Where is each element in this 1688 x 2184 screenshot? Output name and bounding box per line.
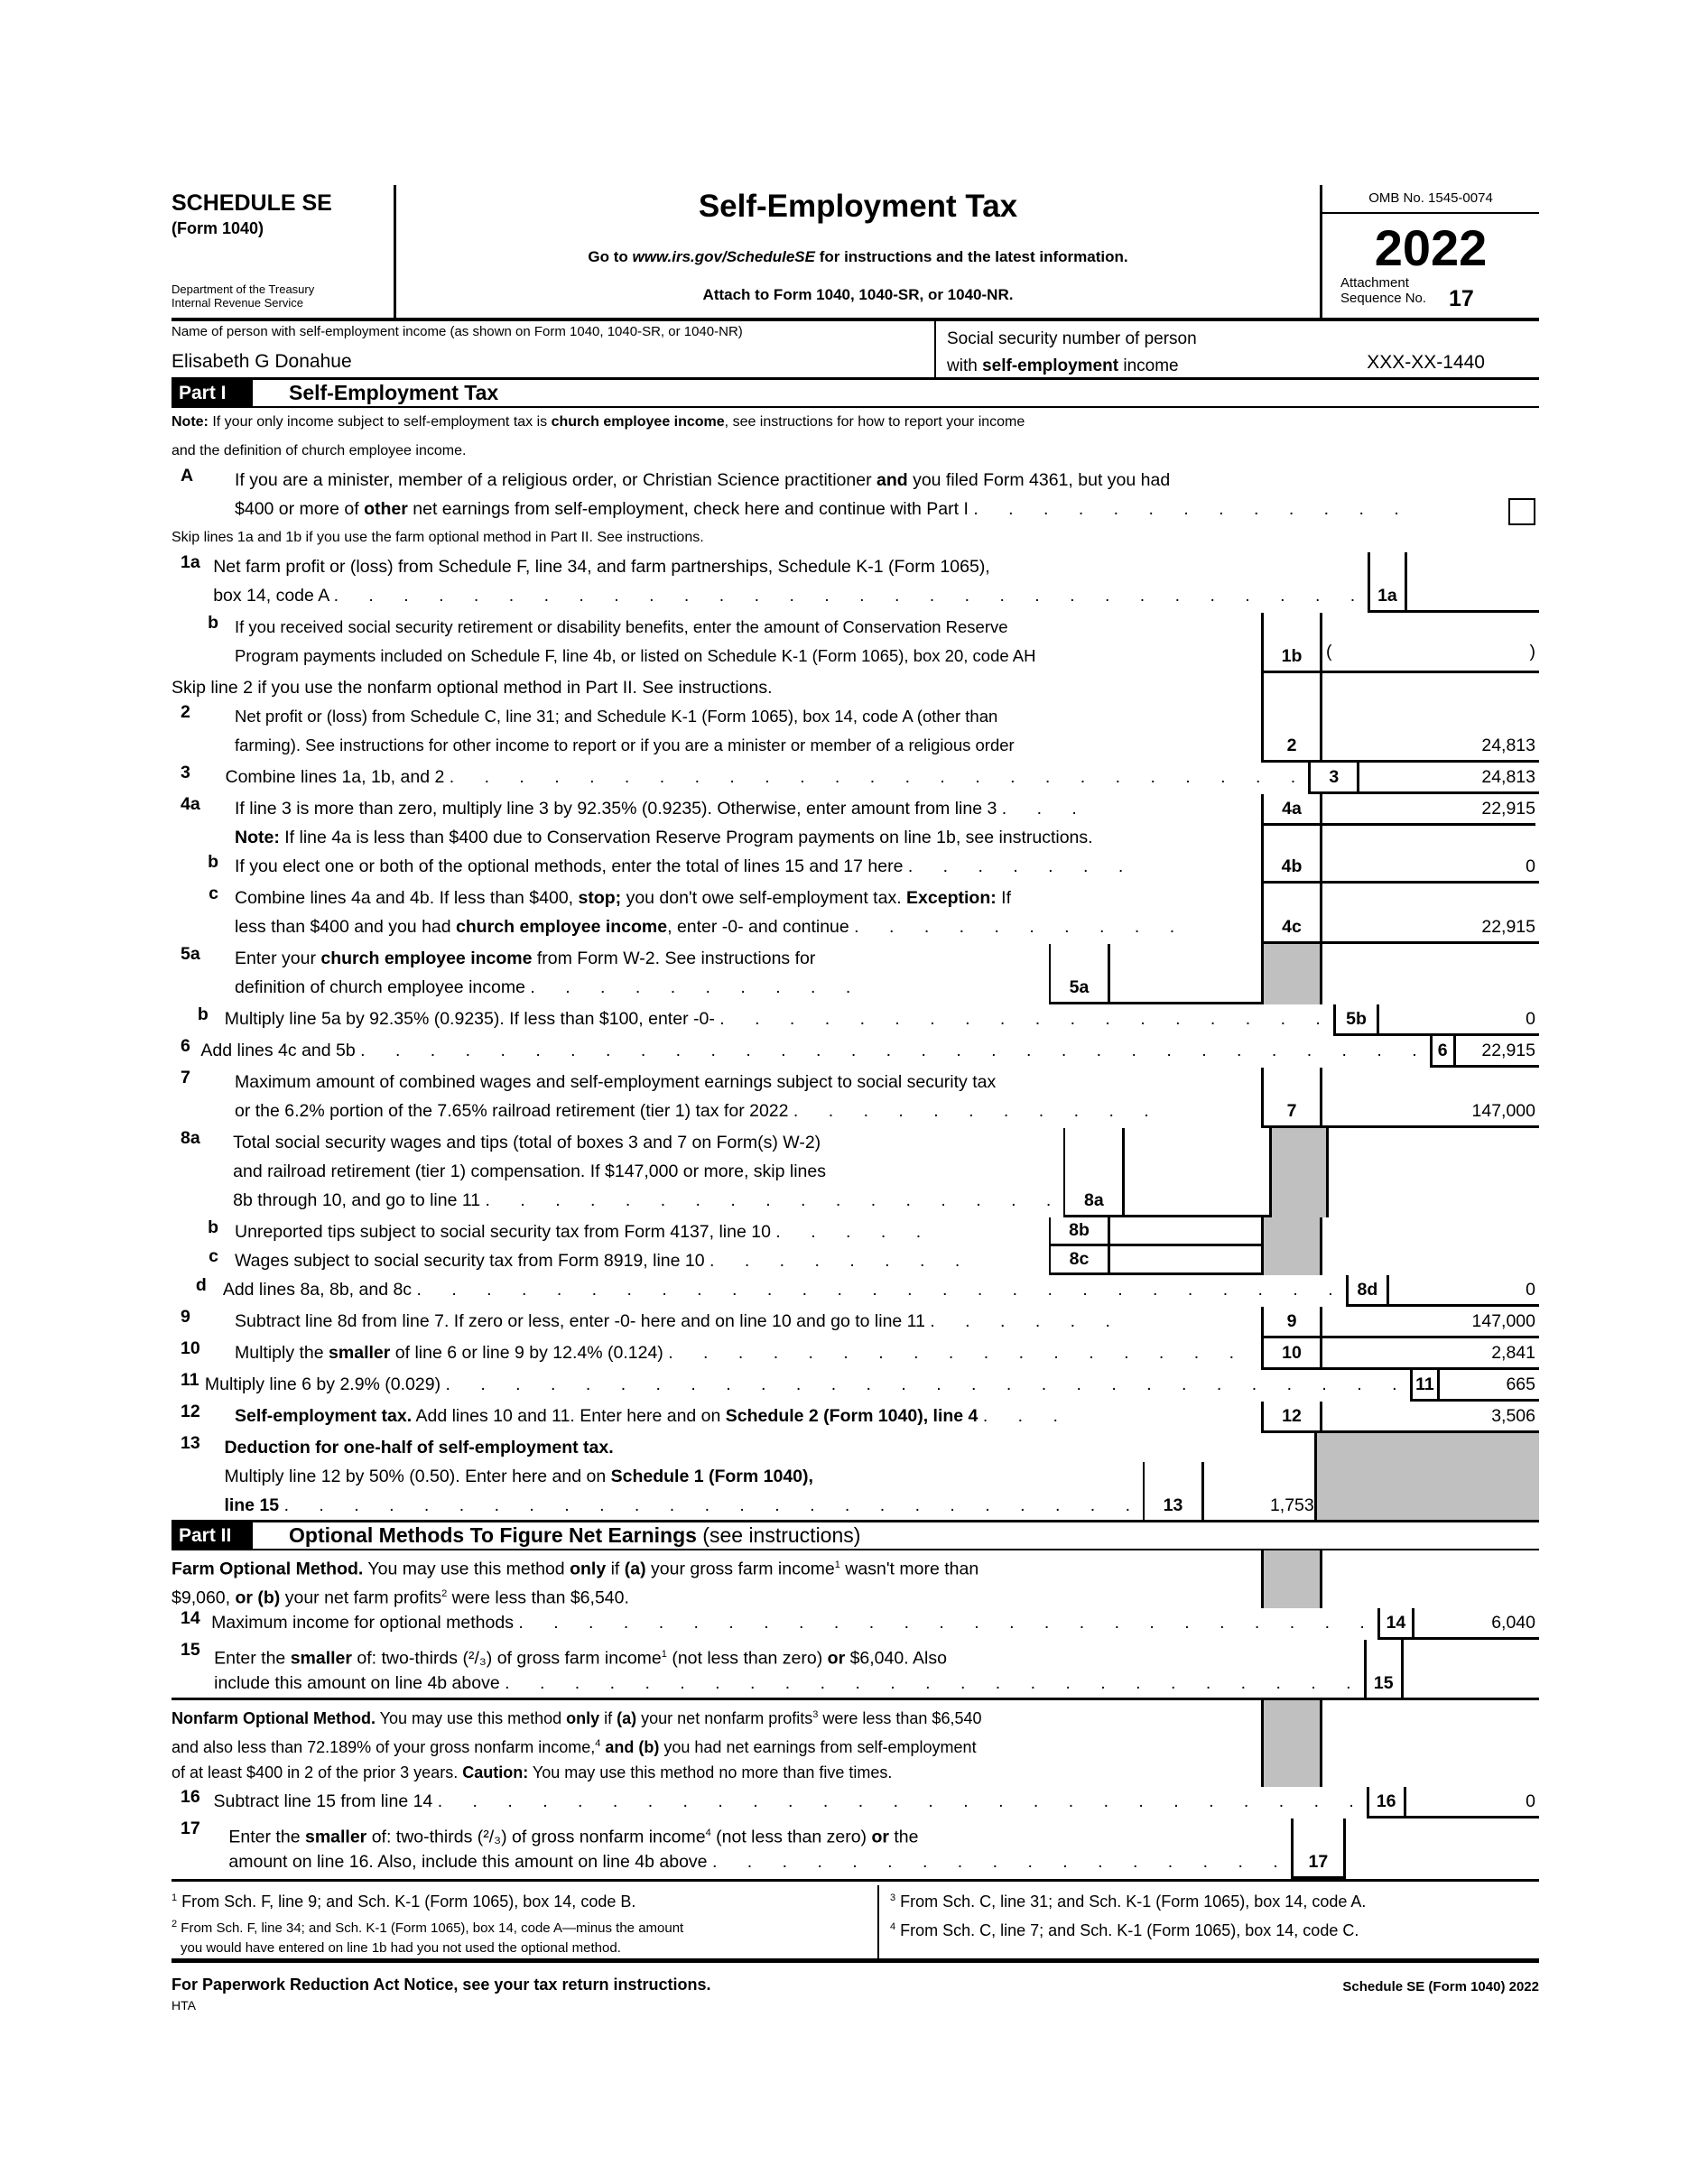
line-5a-amount[interactable]: [1110, 944, 1261, 1002]
form-number: (Form 1040): [172, 219, 264, 237]
line-8b-amount[interactable]: [1110, 1217, 1261, 1244]
part-1-tag: Part I: [172, 380, 253, 406]
line-4a-amount[interactable]: 22,915: [1322, 794, 1535, 826]
part-1-title: Self-Employment Tax: [289, 381, 499, 404]
line-4c: c Combine lines 4a and 4b. If less than $400, stop; you don't owe self-employment tax. Exception: If less than $400 and you had church employee income, enter -0- and continue . . . . . . . . . . 4c 22,915: [172, 884, 1539, 944]
part-1-note: Note: If your only income subject to self-employment tax is church employee income, see instructions for how to report your income and the definition of church employee income.: [172, 414, 1025, 458]
line-8c: c Wages subject to social security tax from Form 8919, line 10 . . . . . . . . 8c: [172, 1246, 1539, 1275]
line-1a-amount[interactable]: [1407, 552, 1539, 613]
line-7-amount[interactable]: 147,000: [1322, 1068, 1539, 1128]
irs-url[interactable]: www.irs.gov/ScheduleSE: [632, 248, 815, 265]
part-2-header: [172, 1522, 1539, 1550]
line-5a: 5a Enter your church employee income from Form W-2. See instructions for definition of church employee income . . . . . . . . . . 5a: [172, 944, 1539, 1004]
line-8c-amount[interactable]: [1110, 1246, 1261, 1272]
form-header: [172, 185, 1539, 321]
line-17-amount[interactable]: [1346, 1818, 1539, 1879]
line-12-amount[interactable]: 3,506: [1322, 1402, 1539, 1433]
farm-optional-method: Farm Optional Method. You may use this method only if (a) your gross farm income$^1$ wasn't more than $9,060, or (b) your net farm profits$^2$ were less than $6,540.: [172, 1550, 1539, 1608]
omb-number: OMB No. 1545-0074: [1322, 185, 1539, 214]
attachment-label: Attachment Sequence No.: [1340, 275, 1427, 306]
line-1b-amount[interactable]: ( ): [1322, 613, 1539, 673]
footnote-3: $^3$ From Sch. C, line 31; and Sch. K-1 (Form 1065), box 14, code A.: [890, 1892, 1367, 1911]
footnote-2: $^2$ From Sch. F, line 34; and Sch. K-1 (Form 1065), box 14, code A—minus the amount: [172, 1919, 684, 1936]
form-title-block: [396, 185, 1320, 318]
name-label: Name of person with self-employment income (as shown on Form 1040, 1040-SR, or 1040-NR): [172, 324, 743, 339]
line-10: 10 Multiply the smaller of line 6 or line 9 by 12.4% (0.124) . . . . . . . . . . . . . . . . . 10 2,841: [172, 1338, 1539, 1370]
paperwork-notice: For Paperwork Reduction Act Notice, see your tax return instructions.: [172, 1976, 711, 1994]
skip-note-2: Skip line 2 if you use the nonfarm optional method in Part II. See instructions.: [172, 673, 1539, 702]
line-2-amount[interactable]: 24,813: [1322, 702, 1539, 763]
footnote-4: $^4$ From Sch. C, line 7; and Sch. K-1 (Form 1065), box 14, code C.: [890, 1921, 1359, 1939]
line-8d: d Add lines 8a, 8b, and 8c . . . . . . . . . . . . . . . . . . . . . . . . . . . 8d 0: [172, 1275, 1539, 1307]
line-3-amount[interactable]: 24,813: [1359, 763, 1539, 794]
part-1-header: [172, 380, 1539, 408]
department: Department of the Treasury Internal Revenue Service: [172, 282, 315, 310]
line-6: 6 Add lines 4c and 5b . . . . . . . . . . . . . . . . . . . . . . . . . . . . . . . 6 22,915: [172, 1036, 1539, 1068]
line-8a: 8a Total social security wages and tips (total of boxes 3 and 7 on Form(s) W-2) and railroad retirement (tier 1) compensation. If $147,000 or more, skip lines 8b through 10, and go to line 11 . . . . . . . . . . . . . . . . . 8a: [172, 1128, 1539, 1217]
part-2-tag: Part II: [172, 1522, 253, 1549]
name-value[interactable]: Elisabeth G Donahue: [172, 351, 352, 372]
form-identifier: [172, 185, 396, 318]
line-10-amount[interactable]: 2,841: [1322, 1338, 1539, 1370]
line-4b-amount[interactable]: 0: [1322, 852, 1539, 884]
line-13: 13 Deduction for one-half of self-employment tax. Multiply line 12 by 50% (0.50). Enter here and on Schedule 1 (Form 1040), line 15 . . . . . . . . . . . . . . . . . . . . . . . . . 13 1,753: [172, 1433, 1539, 1522]
line-8d-amount[interactable]: 0: [1389, 1275, 1539, 1307]
line-15-amount[interactable]: [1404, 1640, 1539, 1698]
name-field[interactable]: [172, 321, 936, 377]
ssn-value[interactable]: XXX-XX-1440: [1367, 352, 1485, 373]
shaded-cell: [1261, 944, 1322, 1004]
shaded-cell: [1261, 1217, 1322, 1246]
sequence-number: 17: [1449, 286, 1474, 311]
line-9-amount[interactable]: 147,000: [1322, 1307, 1539, 1338]
minister-checkbox[interactable]: [1508, 498, 1535, 525]
instructions-link-line: Go to www.irs.gov/ScheduleSE for instructions and the latest information.: [588, 248, 1128, 265]
omb-year-block: [1320, 185, 1539, 318]
ssn-label: Social security number of person with self-employment income: [947, 329, 1197, 375]
part-2-title: Optional Methods To Figure Net Earnings (see instructions): [289, 1523, 861, 1547]
shaded-cell: [1314, 1433, 1539, 1520]
shaded-cell: [1269, 1128, 1329, 1217]
line-8b: b Unreported tips subject to social security tax from Form 4137, line 10 . . . . . 8b: [172, 1217, 1539, 1246]
line-5b: b Multiply line 5a by 92.35% (0.9235). If less than $100, enter -0- . . . . . . . . . . . . . . . . . . 5b 0: [172, 1004, 1539, 1036]
form-footer: [172, 1976, 1539, 2013]
line-9: 9 Subtract line 8d from line 7. If zero or less, enter -0- here and on line 10 and go to line 11 . . . . . . 9 147,000: [172, 1307, 1539, 1338]
line-3: 3 Combine lines 1a, 1b, and 2 . . . . . . . . . . . . . . . . . . . . . . . . . 3 24,813: [172, 763, 1539, 794]
line-17: 17 Enter the smaller of: two-thirds (²/₃) of gross nonfarm income$^4$ (not less than zero) or the amount on line 16. Also, include this amount on line 4b above . . . . . . . . . . . . . . . . . 17: [172, 1818, 1539, 1879]
line-16-amount[interactable]: 0: [1406, 1787, 1539, 1818]
line-15: 15 Enter the smaller of: two-thirds (²/₃) of gross farm income$^1$ (not less than zero) or $6,040. Also include this amount on line 4b above . . . . . . . . . . . . . . . . . . . . . . . . . 15: [172, 1640, 1539, 1700]
shaded-cell: [1261, 1700, 1322, 1787]
line-4a: 4a If line 3 is more than zero, multiply line 3 by 92.35% (0.9235). Otherwise, enter amount from line 3 . . . Note: If line 4a is less than $400 due to Conservation Reserve Program payments on line 1b, see instructions. 4a 22,915: [172, 794, 1539, 852]
line-1a: 1a Net farm profit or (loss) from Schedule F, line 34, and farm partnerships, Schedule K-1 (Form 1065), box 14, code A . . . . . . . . . . . . . . . . . . . . . . . . . . . . . . 1a: [172, 552, 1539, 613]
line-7: 7 Maximum amount of combined wages and self-employment earnings subject to social security tax or the 6.2% portion of the 7.65% railroad retirement (tier 1) tax for 2022 . . . . . . . . . . . 7 147,000: [172, 1068, 1539, 1128]
form-title: Self-Employment Tax: [698, 189, 1018, 224]
footnotes: $^1$ From Sch. F, line 9; and Sch. K-1 (Form 1065), box 14, code B. $^2$ From Sch. F, line 34; and Sch. K-1 (Form 1065), box 14, code A—minus the amount you would have entered on line 1b had you not used the optional method. $^3$ From Sch. C, line 31; and Sch. K-1 (Form 1065), box 14, code A. $^4$ From Sch. C, line 7; and Sch. K-1 (Form 1065), box 14, code C.: [172, 1879, 1539, 1963]
schedule-footer-id: Schedule SE (Form 1040) 2022: [1342, 1979, 1539, 1994]
shaded-cell: [1261, 1246, 1322, 1275]
line-11: 11 Multiply line 6 by 2.9% (0.029) . . . . . . . . . . . . . . . . . . . . . . . . . . . . 11 665: [172, 1370, 1539, 1402]
line-4b: b If you elect one or both of the optional methods, enter the total of lines 15 and 17 here . . . . . . . 4b 0: [172, 852, 1539, 884]
nonfarm-optional-method: Nonfarm Optional Method. You may use this method only if (a) your net nonfarm profits$^3$ were less than $6,540 and also less than 72.189% of your gross nonfarm income,$^4$ and (b) you had net earnings from self-employment of at least $400 in 2 of the prior 3 years. Caution: You may use this method no more than five times.: [172, 1700, 1539, 1787]
taxpayer-info-row: [172, 321, 1539, 380]
line-a: A If you are a minister, member of a religious order, or Christian Science practitioner and you filed Form 4361, but you had $400 or more of other net earnings from self-employment, check here and continue with Part I . . . . . . . . . . . . .: [172, 466, 1539, 523]
line-4c-amount[interactable]: 22,915: [1322, 884, 1539, 944]
line-13-amount[interactable]: 1,753: [1269, 1495, 1314, 1515]
hta-label: HTA: [172, 1998, 196, 2013]
attach-instruction: Attach to Form 1040, 1040-SR, or 1040-NR.: [702, 286, 1014, 303]
line-5b-amount[interactable]: 0: [1379, 1004, 1539, 1036]
footnote-1: $^1$ From Sch. F, line 9; and Sch. K-1 (Form 1065), box 14, code B.: [172, 1892, 636, 1911]
ssn-field[interactable]: [936, 321, 1539, 377]
shaded-cell: [1261, 1550, 1322, 1608]
line-14-amount[interactable]: 6,040: [1414, 1608, 1539, 1640]
skip-note-1: Skip lines 1a and 1b if you use the farm optional method in Part II. See instructions.: [172, 530, 704, 545]
schedule-name: SCHEDULE SE: [172, 190, 332, 216]
line-12: 12 Self-employment tax. Add lines 10 and 11. Enter here and on Schedule 2 (Form 1040), line 4 . . . 12 3,506: [172, 1402, 1539, 1433]
line-16: 16 Subtract line 15 from line 14 . . . . . . . . . . . . . . . . . . . . . . . . . . . 16 0: [172, 1787, 1539, 1818]
line-11-amount[interactable]: 665: [1440, 1370, 1539, 1402]
line-6-amount[interactable]: 22,915: [1456, 1036, 1539, 1068]
schedule-se-form: [172, 185, 1539, 2013]
line-1b: b If you received social security retirement or disability benefits, enter the amount of Conservation Reserve Program payments included on Schedule F, line 4b, or listed on Schedule K-1 (Form 1065), box 20, code AH 1b ( ): [172, 613, 1539, 673]
line-14: 14 Maximum income for optional methods . . . . . . . . . . . . . . . . . . . . . . . . . 14 6,040: [172, 1608, 1539, 1640]
line-8a-amount[interactable]: [1125, 1128, 1269, 1215]
tax-year: 2022: [1374, 219, 1488, 276]
line-2: 2 Net profit or (loss) from Schedule C, line 31; and Schedule K-1 (Form 1065), box 14, code A (other than farming). See instructions for other income to report or if you are a minister or member of a religious order 2 24,813: [172, 702, 1539, 763]
